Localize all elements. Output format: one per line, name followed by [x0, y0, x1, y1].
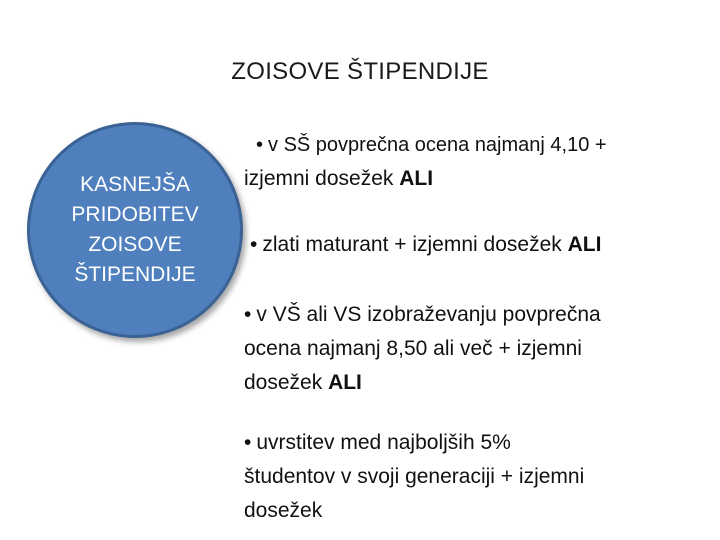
later-award-circle: [27, 122, 243, 338]
criteria-4-line-3: dosežek: [244, 499, 323, 522]
bullet-icon: •: [256, 134, 264, 156]
criteria-3-line-1: v VŠ ali VS izobraževanju povprečna: [256, 303, 601, 326]
criteria-3-line-3: dosežek: [244, 371, 323, 394]
criteria-item-2: [250, 228, 704, 262]
criteria-3-or: ALI: [328, 371, 362, 394]
circle-line-3: ZOISOVE: [88, 233, 182, 256]
criteria-2-text: zlati maturant + izjemni dosežek: [262, 233, 562, 256]
bullet-icon: •: [250, 233, 258, 256]
circle-line-1: KASNEJŠA: [80, 173, 190, 196]
criteria-1-or: ALI: [399, 167, 434, 190]
criteria-item-1: [244, 128, 704, 196]
circle-label: [71, 170, 198, 290]
criteria-item-4: [244, 426, 704, 528]
circle-line-4: ŠTIPENDIJE: [74, 263, 196, 286]
criteria-2-or: ALI: [567, 233, 602, 256]
criteria-item-3: [244, 298, 704, 400]
criteria-4-line-2: študentov v svoji generaciji + izjemni: [244, 465, 585, 488]
criteria-1-line-1: v SŠ povprečna ocena najmanj 4,10 +: [268, 134, 607, 156]
criteria-3-line-2: ocena najmanj 8,50 ali več + izjemni: [244, 337, 582, 360]
criteria-1-line-2: izjemni dosežek: [244, 167, 394, 190]
circle-line-2: PRIDOBITEV: [71, 203, 199, 226]
criteria-4-line-1: uvrstitev med najboljših 5%: [256, 431, 511, 454]
bullet-icon: •: [244, 431, 252, 454]
bullet-icon: •: [244, 303, 252, 326]
slide-title: ZOISOVE ŠTIPENDIJE: [231, 58, 489, 85]
